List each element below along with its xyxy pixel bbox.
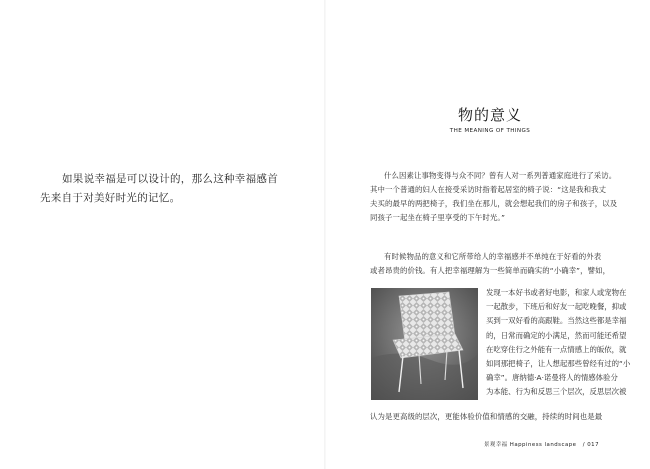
text-line: 发现一本好书或者好电影，和家人或宠物在	[486, 288, 627, 297]
text-line: 买到一双好看的高跟鞋。当然这些都是幸福	[486, 316, 627, 326]
text-line: 为本能、行为和反思三个层次，反思层次被	[486, 387, 627, 397]
paragraph-2	[370, 250, 610, 278]
text-line: 什么因素让事物变得与众不同？曾有人对一系列普通家庭进行了采访。	[384, 171, 617, 180]
text-line: 在吃穿住行之外能有一点情感上的皈依，就	[486, 344, 627, 354]
text-line: 如同那把椅子，让人想起那些曾经有过的“小	[486, 359, 631, 369]
footer-title: 景观幸福 Happiness landscape	[484, 442, 577, 448]
quote-line-1: 如果说幸福是可以设计的，那么这种幸福感首	[62, 173, 278, 185]
text-line: 有时候物品的意义和它所带给人的幸福感并不单纯在于好看的外表	[384, 252, 602, 261]
left-page-quote	[40, 170, 302, 208]
text-line: 或者昂贵的价钱。有人把幸福理解为一些简单而确实的“小确幸”，譬如，	[370, 266, 611, 275]
text-line: 确幸”。唐纳德·A·诺曼将人的情感体验分	[486, 373, 618, 383]
paragraph-2-end	[370, 410, 602, 424]
text-line: 认为是更高级的层次，更能体验价值和情感的交融，持续的时间也是最	[370, 412, 603, 421]
quote-line-2: 先来自于对美好时光的记忆。	[40, 192, 181, 204]
page-gutter	[324, 0, 326, 469]
chair-illustration	[371, 288, 478, 400]
text-line: 一起散步，下班后和好友一起吃晚餐，抑或	[486, 302, 627, 312]
page-number: / 017	[582, 442, 600, 448]
text-line: 其中一个普通的妇人在接受采访时指着起居室的椅子说：“这是我和我丈	[370, 185, 607, 194]
text-line: 夫买的最早的两把椅子，我们坐在那儿，就会想起我们的房子和孩子，以及	[370, 199, 618, 208]
chair-photo	[371, 288, 478, 400]
paragraph-1	[370, 169, 617, 225]
text-line: 同孩子一起坐在椅子里享受的下午时光。”	[370, 213, 506, 222]
text-line: 的，日常而确定的小满足，然而可能还希望	[486, 330, 627, 340]
page-subtitle: THE MEANING OF THINGS	[449, 128, 531, 134]
page-title: 物的意义	[457, 106, 522, 124]
paragraph-2-wrap	[486, 286, 630, 400]
page-footer	[484, 440, 599, 448]
